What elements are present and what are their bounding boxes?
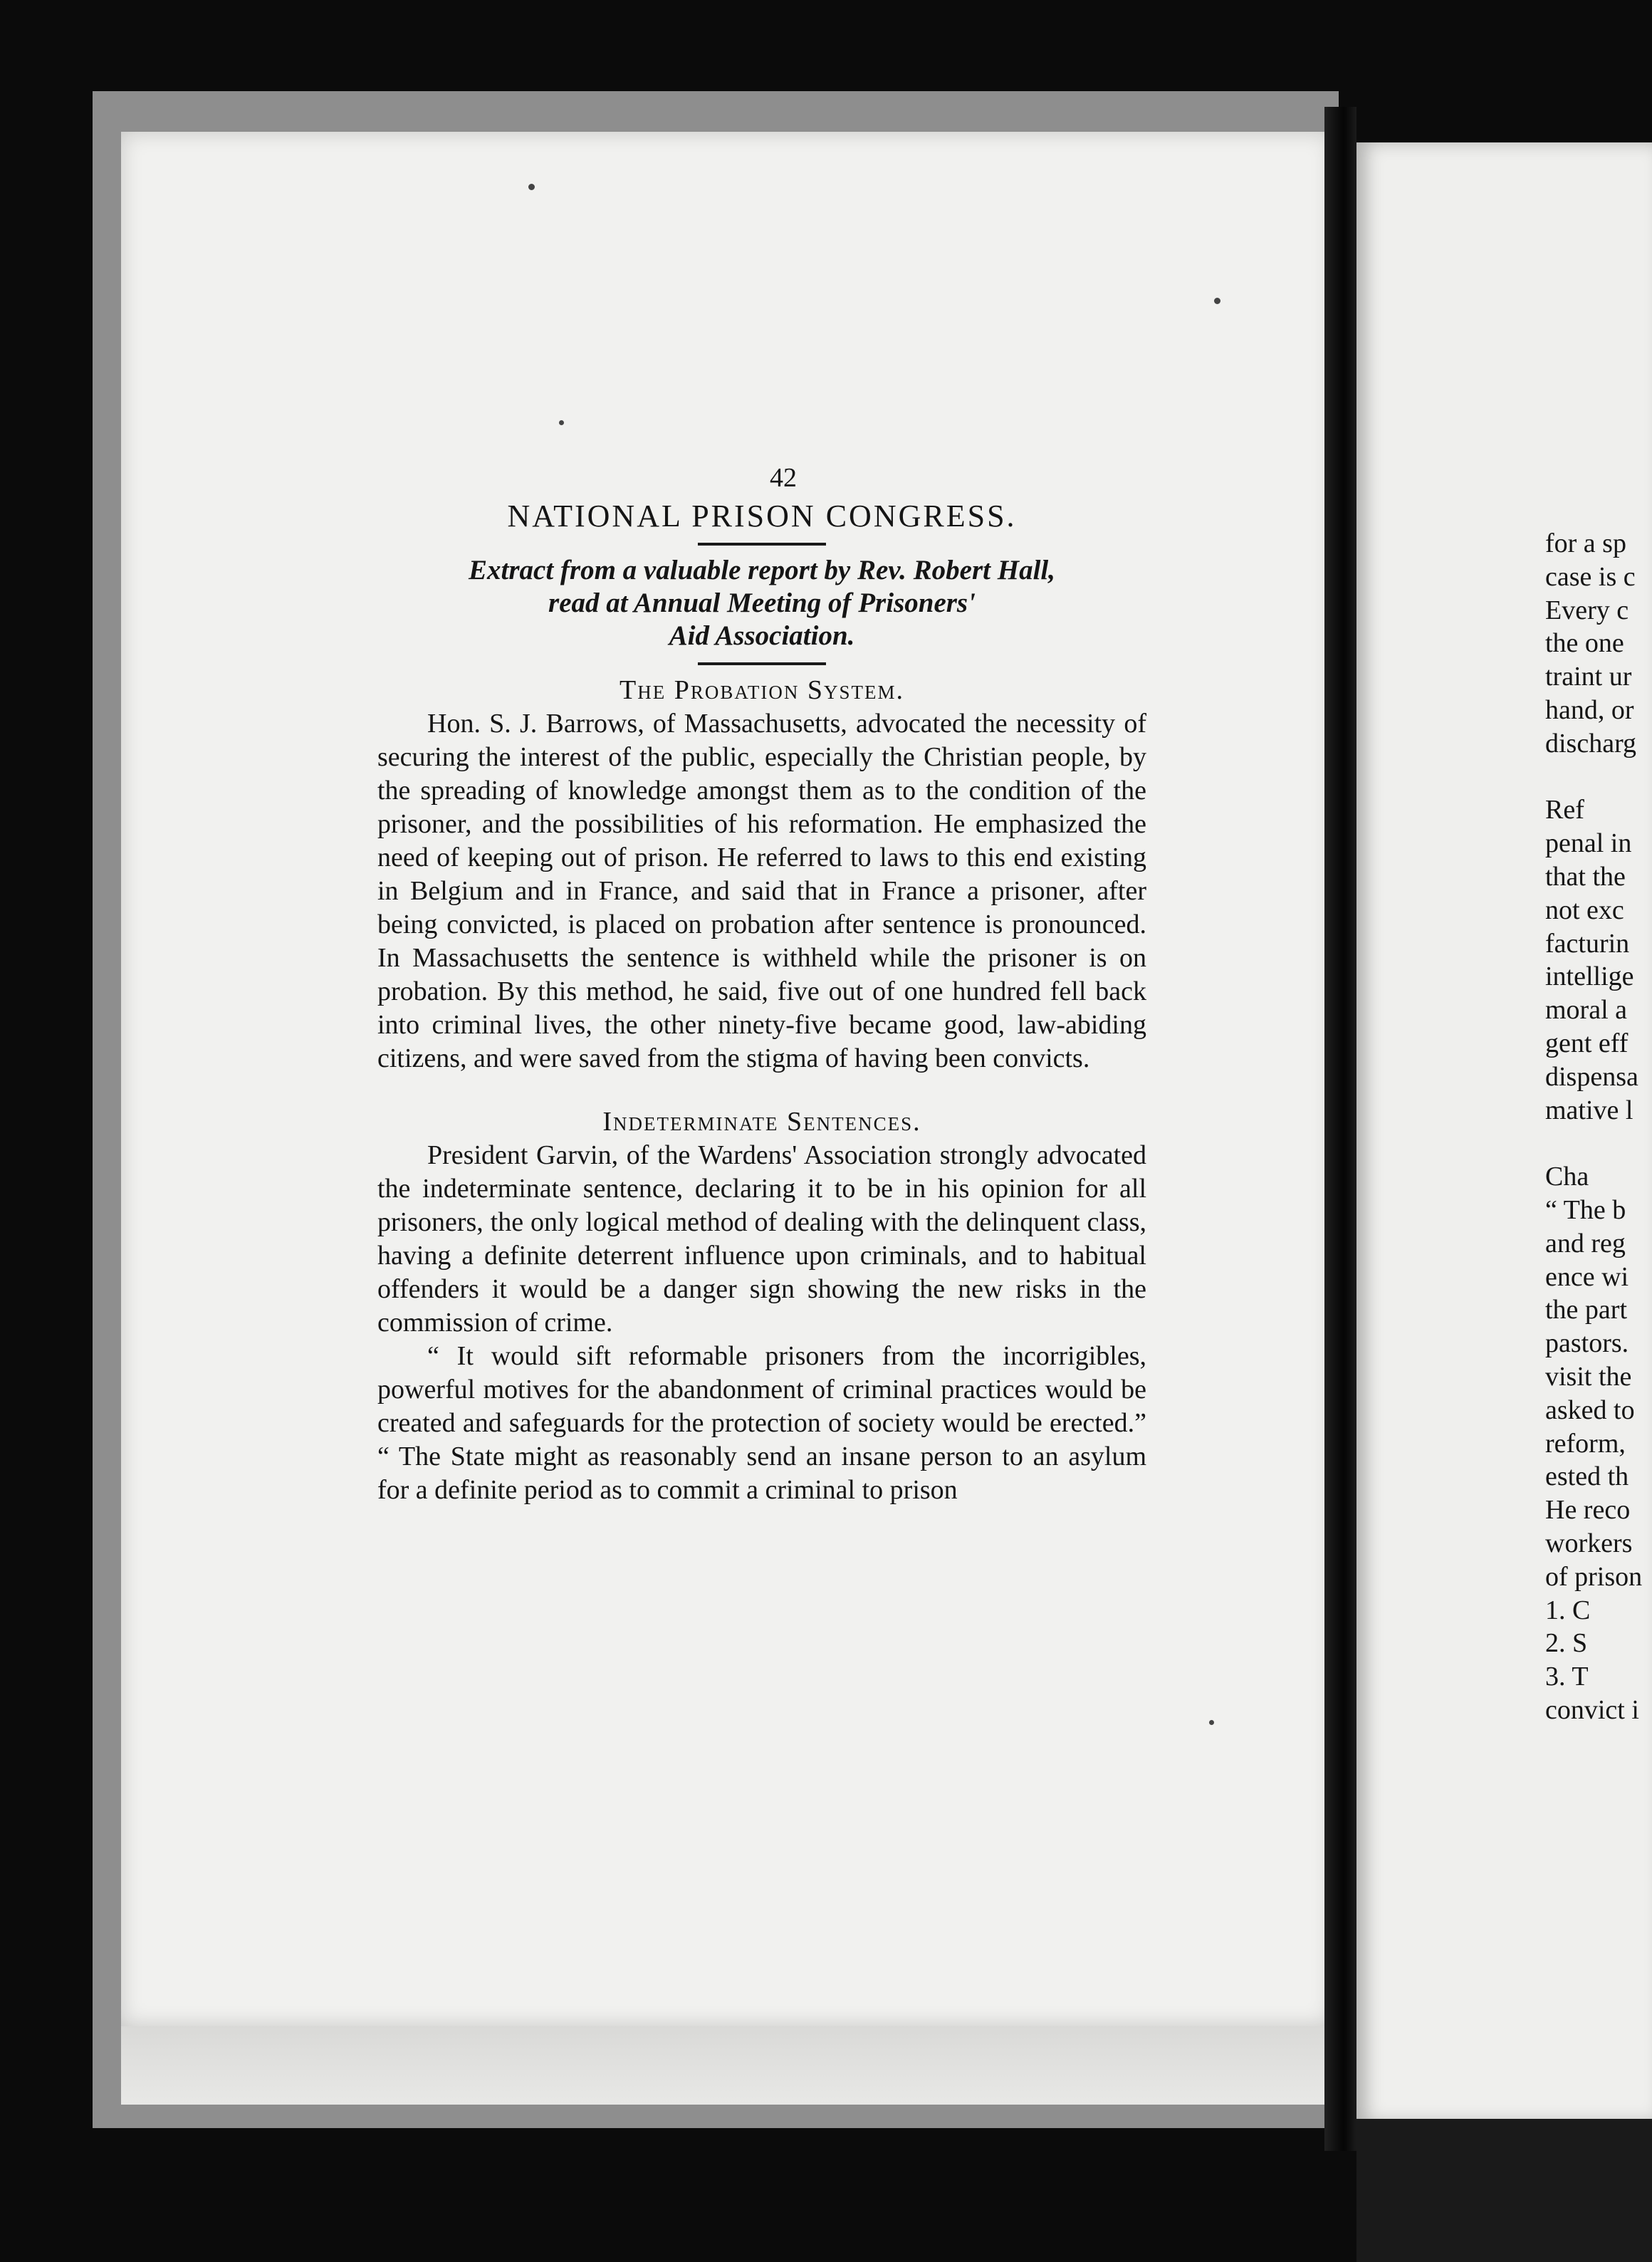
right-page-line: the part (1545, 1295, 1628, 1325)
right-page-line: of prison (1545, 1561, 1643, 1592)
right-page-line: 3. T (1545, 1662, 1589, 1692)
right-page-line: pastors. (1545, 1328, 1629, 1359)
right-page-line (1545, 1127, 1652, 1160)
running-title: NATIONAL PRISON CONGRESS. (507, 499, 1017, 533)
right-page-line: Every c (1545, 595, 1629, 625)
right-page-shadow (1356, 2119, 1652, 2262)
right-page-line: case is c (1545, 561, 1636, 592)
right-page-line: mative l (1545, 1095, 1633, 1125)
paper-speck (528, 184, 535, 190)
right-page-line: He reco (1545, 1495, 1631, 1526)
right-page-line: that the (1545, 861, 1626, 892)
paper-speck (559, 420, 564, 425)
right-page-line: traint ur (1545, 662, 1632, 692)
right-page-line: the one (1545, 628, 1624, 659)
right-page-line: discharg (1545, 728, 1637, 759)
intro-line: Aid Association. (669, 620, 855, 651)
right-page-line: facturin (1545, 928, 1630, 959)
intro-extract (377, 554, 1146, 652)
intro-rule (698, 662, 826, 665)
left-page-text (377, 462, 1146, 1507)
right-page-line: not exc (1545, 895, 1624, 925)
section-heading-probation: The Probation System. (620, 675, 904, 705)
right-page-line: 2. S (1545, 1628, 1588, 1659)
right-page-line: reform, (1545, 1428, 1626, 1459)
paper-speck (1209, 1720, 1214, 1725)
right-page-line: penal in (1545, 828, 1632, 859)
right-page-line (1545, 761, 1652, 794)
intro-line: read at Annual Meeting of Prisoners' (548, 588, 976, 618)
right-page-line: asked to (1545, 1395, 1635, 1425)
right-page-line: convict i (1545, 1694, 1639, 1725)
paper-speck (1214, 298, 1220, 304)
right-page-line: workers (1545, 1528, 1633, 1558)
right-page-text (1545, 527, 1652, 1727)
right-page-line: Cha (1545, 1162, 1589, 1192)
section-heading-indeterminate: Indeterminate Sentences. (602, 1107, 921, 1137)
right-page-line: Ref (1545, 795, 1584, 825)
paragraph-quote: “ It would sift reformable prisoners from the incorrigibles, powerful motives for the abandonment of criminal practices would be created and safeguards for the protection of society would be erected.” “ The State might as reasonably send an insane person to an asylum for a definite period as to commit a criminal to prison (377, 1341, 1146, 1505)
right-page-line: intellige (1545, 961, 1634, 992)
right-page-line: gent eff (1545, 1028, 1629, 1058)
right-page-line: and reg (1545, 1228, 1626, 1258)
right-page-line: ested th (1545, 1461, 1629, 1492)
title-rule (698, 543, 826, 546)
page-number: 42 (770, 463, 797, 493)
right-page-line: visit the (1545, 1361, 1632, 1392)
right-page-line: dispensa (1545, 1061, 1638, 1092)
right-page-line: “ The b (1545, 1194, 1626, 1225)
right-page-line: hand, or (1545, 694, 1634, 725)
right-page-line: moral a (1545, 995, 1628, 1026)
paragraph-garvin: President Garvin, of the Wardens' Association strongly advocated the indeterminate sentence, declaring it to be in his opinion for all prisoners, the only logical method of dealing with the delinquent class, having a definite deterrent influence upon criminals, and to habitual offenders it would be a danger sign showing the new risks in the commission of crime. (377, 1140, 1146, 1338)
right-page-line: 1. C (1545, 1595, 1591, 1625)
paragraph-probation: Hon. S. J. Barrows, of Massachusetts, advocated the necessity of securing the interest of the public, especially the Christian people, by the spreading of knowledge amongst them as to the condition of the prisoner, and the possibilities of his reformation. He emphasized the need of keeping out of prison. He referred to laws to this end existing in Belgium and in France, and said that in France a prisoner, after being convicted, is placed on probation after sentence is pronounced. In Massachusetts the sentence is withheld while the prisoner is on probation. By this method, he said, five out of one hundred fell back into criminal lives, the other ninety-five became good, law-abiding citizens, and were saved from the stigma of having been convicts. (377, 709, 1146, 1073)
right-page-line: for a sp (1545, 528, 1626, 558)
intro-line: Extract from a valuable report by Rev. Robert Hall, (469, 555, 1055, 585)
book-gutter (1324, 107, 1356, 2151)
right-page-line: ence wi (1545, 1261, 1629, 1292)
